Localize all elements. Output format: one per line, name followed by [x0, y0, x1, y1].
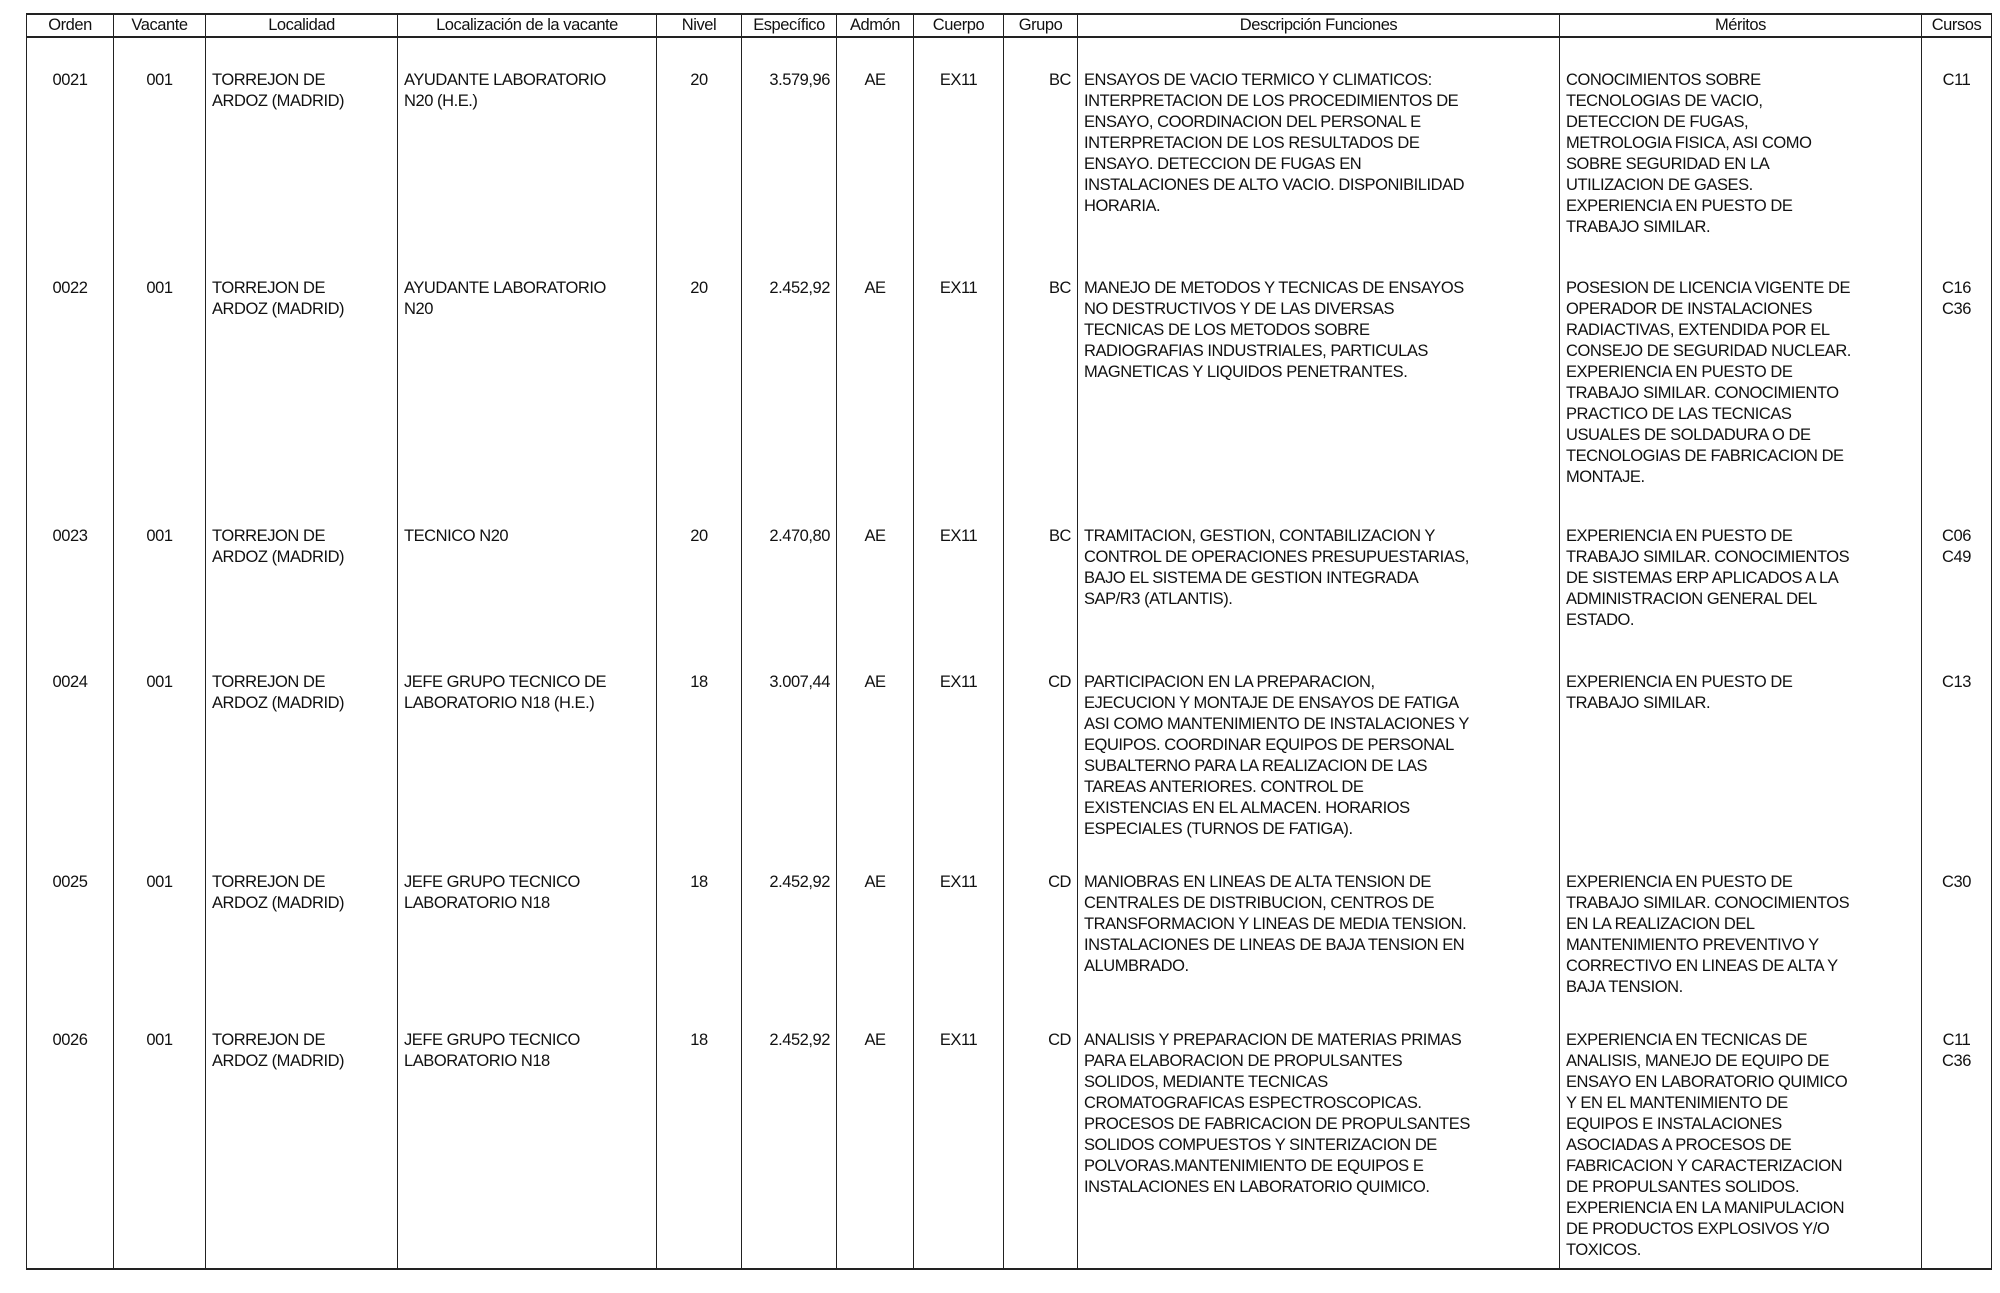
- header-orden: Orden: [27, 14, 114, 37]
- cell-orden: 0025: [27, 840, 114, 998]
- cell-cursos: C13: [1922, 640, 1992, 840]
- cell-especifico: 2.452,92: [742, 998, 837, 1269]
- cell-cursos: C11: [1922, 37, 1992, 246]
- cell-localidad: TORREJON DE ARDOZ (MADRID): [206, 37, 398, 246]
- header-row: [27, 14, 1992, 37]
- table-row: [27, 37, 1992, 246]
- header-cuerpo: Cuerpo: [914, 14, 1004, 37]
- header-funciones: Descripción Funciones: [1078, 14, 1560, 37]
- cell-funciones: MANIOBRAS EN LINEAS DE ALTA TENSION DE CENTRALES DE DISTRIBUCION, CENTROS DE TRANSFORMACION Y LINEAS DE MEDIA TENSION. INSTALACIONES DE LINEAS DE BAJA TENSION EN ALUMBRADO.: [1078, 840, 1560, 998]
- cell-localidad: TORREJON DE ARDOZ (MADRID): [206, 640, 398, 840]
- cell-especifico: 3.579,96: [742, 37, 837, 246]
- cell-meritos: CONOCIMIENTOS SOBRE TECNOLOGIAS DE VACIO, DETECCION DE FUGAS, METROLOGIA FISICA, ASI COMO SOBRE SEGURIDAD EN LA UTILIZACION DE GASES. EXPERIENCIA EN PUESTO DE TRABAJO SIMILAR.: [1560, 37, 1922, 246]
- table-row: [27, 998, 1992, 1269]
- cell-cuerpo: EX11: [914, 494, 1004, 640]
- header-localizacion: Localización de la vacante: [398, 14, 657, 37]
- cell-grupo: CD: [1004, 640, 1078, 840]
- cell-funciones: PARTICIPACION EN LA PREPARACION, EJECUCION Y MONTAJE DE ENSAYOS DE FATIGA ASI COMO MANTENIMIENTO DE INSTALACIONES Y EQUIPOS. COORDINAR EQUIPOS DE PERSONAL SUBALTERNO PARA LA REALIZACION DE LAS TAREAS ANTERIORES. CONTROL DE EXISTENCIAS EN EL ALMACEN. HORARIOS ESPECIALES (TURNOS DE FATIGA).: [1078, 640, 1560, 840]
- cell-grupo: CD: [1004, 840, 1078, 998]
- cell-grupo: CD: [1004, 998, 1078, 1269]
- cell-nivel: 18: [657, 998, 742, 1269]
- cell-meritos: EXPERIENCIA EN PUESTO DE TRABAJO SIMILAR. CONOCIMIENTOS EN LA REALIZACION DEL MANTENIMIENTO PREVENTIVO Y CORRECTIVO EN LINEAS DE ALTA Y BAJA TENSION.: [1560, 840, 1922, 998]
- cell-vacante: 001: [114, 494, 206, 640]
- cell-admon: AE: [837, 37, 914, 246]
- cell-especifico: 3.007,44: [742, 640, 837, 840]
- cell-localidad: TORREJON DE ARDOZ (MADRID): [206, 998, 398, 1269]
- cell-admon: AE: [837, 494, 914, 640]
- cell-grupo: BC: [1004, 37, 1078, 246]
- cell-funciones: ANALISIS Y PREPARACION DE MATERIAS PRIMAS PARA ELABORACION DE PROPULSANTES SOLIDOS, MEDIANTE TECNICAS CROMATOGRAFICAS ESPECTROSCOPICAS. PROCESOS DE FABRICACION DE PROPULSANTES SOLIDOS COMPUESTOS Y SINTERIZACION DE POLVORAS.MANTENIMIENTO DE EQUIPOS E INSTALACIONES EN LABORATORIO QUIMICO.: [1078, 998, 1560, 1269]
- cell-vacante: 001: [114, 840, 206, 998]
- cell-cuerpo: EX11: [914, 998, 1004, 1269]
- cell-admon: AE: [837, 246, 914, 494]
- table-row: [27, 246, 1992, 494]
- cell-nivel: 18: [657, 840, 742, 998]
- table-row: [27, 840, 1992, 998]
- cell-orden: 0022: [27, 246, 114, 494]
- cell-vacante: 001: [114, 640, 206, 840]
- header-admon: Admón: [837, 14, 914, 37]
- table-row: [27, 494, 1992, 640]
- cell-localidad: TORREJON DE ARDOZ (MADRID): [206, 494, 398, 640]
- header-localidad: Localidad: [206, 14, 398, 37]
- cell-localidad: TORREJON DE ARDOZ (MADRID): [206, 246, 398, 494]
- cell-admon: AE: [837, 640, 914, 840]
- header-vacante: Vacante: [114, 14, 206, 37]
- cell-nivel: 18: [657, 640, 742, 840]
- vacancies-table: [26, 13, 1992, 1270]
- cell-meritos: POSESION DE LICENCIA VIGENTE DE OPERADOR DE INSTALACIONES RADIACTIVAS, EXTENDIDA POR EL CONSEJO DE SEGURIDAD NUCLEAR. EXPERIENCIA EN PUESTO DE TRABAJO SIMILAR. CONOCIMIENTO PRACTICO DE LAS TECNICAS USUALES DE SOLDADURA O DE TECNOLOGIAS DE FABRICACION DE MONTAJE.: [1560, 246, 1922, 494]
- cell-cursos: C06 C49: [1922, 494, 1992, 640]
- cell-localizacion: JEFE GRUPO TECNICO DE LABORATORIO N18 (H.E.): [398, 640, 657, 840]
- cell-meritos: EXPERIENCIA EN PUESTO DE TRABAJO SIMILAR.: [1560, 640, 1922, 840]
- cell-nivel: 20: [657, 37, 742, 246]
- cell-vacante: 001: [114, 998, 206, 1269]
- cell-cuerpo: EX11: [914, 640, 1004, 840]
- cell-cuerpo: EX11: [914, 840, 1004, 998]
- cell-localizacion: JEFE GRUPO TECNICO LABORATORIO N18: [398, 840, 657, 998]
- header-cursos: Cursos: [1922, 14, 1992, 37]
- cell-especifico: 2.452,92: [742, 246, 837, 494]
- cell-orden: 0026: [27, 998, 114, 1269]
- cell-cuerpo: EX11: [914, 37, 1004, 246]
- cell-funciones: TRAMITACION, GESTION, CONTABILIZACION Y CONTROL DE OPERACIONES PRESUPUESTARIAS, BAJO EL SISTEMA DE GESTION INTEGRADA SAP/R3 (ATLANTIS).: [1078, 494, 1560, 640]
- cell-funciones: MANEJO DE METODOS Y TECNICAS DE ENSAYOS NO DESTRUCTIVOS Y DE LAS DIVERSAS TECNICAS DE LOS METODOS SOBRE RADIOGRAFIAS INDUSTRIALES, PARTICULAS MAGNETICAS Y LIQUIDOS PENETRANTES.: [1078, 246, 1560, 494]
- cell-especifico: 2.452,92: [742, 840, 837, 998]
- cell-grupo: BC: [1004, 494, 1078, 640]
- cell-localizacion: AYUDANTE LABORATORIO N20 (H.E.): [398, 37, 657, 246]
- cell-localizacion: TECNICO N20: [398, 494, 657, 640]
- cell-grupo: BC: [1004, 246, 1078, 494]
- cell-cursos: C16 C36: [1922, 246, 1992, 494]
- header-grupo: Grupo: [1004, 14, 1078, 37]
- table-row: [27, 640, 1992, 840]
- cell-cursos: C11 C36: [1922, 998, 1992, 1269]
- cell-cursos: C30: [1922, 840, 1992, 998]
- cell-orden: 0021: [27, 37, 114, 246]
- cell-localizacion: JEFE GRUPO TECNICO LABORATORIO N18: [398, 998, 657, 1269]
- cell-meritos: EXPERIENCIA EN PUESTO DE TRABAJO SIMILAR. CONOCIMIENTOS DE SISTEMAS ERP APLICADOS A LA ADMINISTRACION GENERAL DEL ESTADO.: [1560, 494, 1922, 640]
- cell-localidad: TORREJON DE ARDOZ (MADRID): [206, 840, 398, 998]
- cell-vacante: 001: [114, 37, 206, 246]
- cell-orden: 0024: [27, 640, 114, 840]
- header-nivel: Nivel: [657, 14, 742, 37]
- cell-nivel: 20: [657, 246, 742, 494]
- cell-vacante: 001: [114, 246, 206, 494]
- header-meritos: Méritos: [1560, 14, 1922, 37]
- cell-meritos: EXPERIENCIA EN TECNICAS DE ANALISIS, MANEJO DE EQUIPO DE ENSAYO EN LABORATORIO QUIMICO Y EN EL MANTENIMIENTO DE EQUIPOS E INSTALACIONES ASOCIADAS A PROCESOS DE FABRICACION Y CARACTERIZACION DE PROPULSANTES SOLIDOS. EXPERIENCIA EN LA MANIPULACION DE PRODUCTOS EXPLOSIVOS Y/O TOXICOS.: [1560, 998, 1922, 1269]
- header-especifico: Específico: [742, 14, 837, 37]
- cell-funciones: ENSAYOS DE VACIO TERMICO Y CLIMATICOS: INTERPRETACION DE LOS PROCEDIMIENTOS DE ENSAYO, COORDINACION DEL PERSONAL E INTERPRETACION DE LOS RESULTADOS DE ENSAYO. DETECCION DE FUGAS EN INSTALACIONES DE ALTO VACIO. DISPONIBILIDAD HORARIA.: [1078, 37, 1560, 246]
- cell-especifico: 2.470,80: [742, 494, 837, 640]
- cell-admon: AE: [837, 840, 914, 998]
- cell-localizacion: AYUDANTE LABORATORIO N20: [398, 246, 657, 494]
- cell-nivel: 20: [657, 494, 742, 640]
- cell-admon: AE: [837, 998, 914, 1269]
- cell-cuerpo: EX11: [914, 246, 1004, 494]
- cell-orden: 0023: [27, 494, 114, 640]
